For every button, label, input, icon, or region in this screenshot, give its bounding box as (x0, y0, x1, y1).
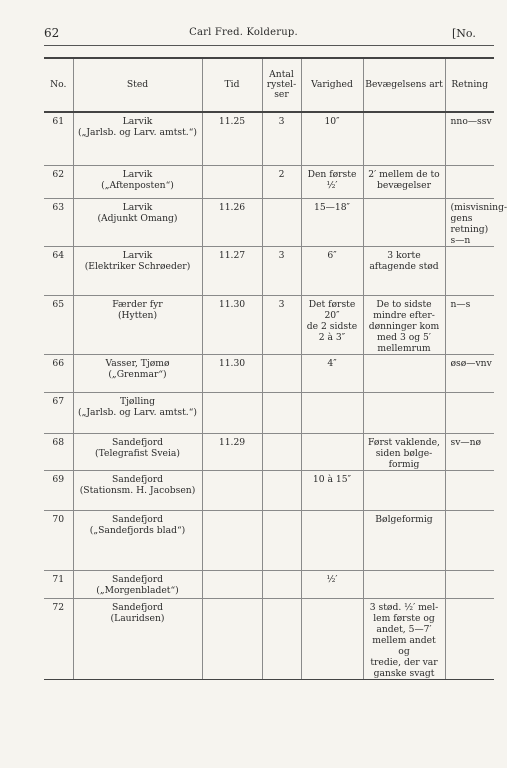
cell-line: 4″ (327, 357, 337, 369)
cell-sted (73, 246, 202, 295)
cell-line: Den første ½′ (307, 168, 357, 191)
cell-bevaegelse (363, 295, 445, 354)
cell-line: Først vaklende, (368, 436, 440, 448)
table-row (44, 392, 494, 433)
column-header-tid: Tid (202, 58, 262, 112)
cell-line: Larvik (122, 168, 153, 180)
cell-line: (Lauridsen) (110, 612, 165, 624)
cell-line: 10 à 15″ (312, 473, 352, 485)
cell-no: 71 (44, 570, 73, 598)
table-row (44, 246, 494, 295)
column-header-no: No. (44, 58, 73, 112)
cell-sted (73, 354, 202, 392)
table-row (44, 198, 494, 246)
cell-retning (445, 392, 494, 433)
cell-line: 2′ mellem de to (368, 168, 440, 180)
cell-tid: 11.25 (202, 112, 262, 165)
column-header-bevaegelse: Bevægelsens art (363, 58, 445, 112)
cell-sted (73, 165, 202, 198)
cell-no: 63 (44, 198, 73, 246)
cell-antal (262, 433, 301, 470)
cell-line: (Elektriker Schrøeder) (84, 260, 191, 272)
cell-retning (445, 198, 507, 246)
cell-varighed (301, 198, 363, 246)
cell-retning (445, 433, 494, 470)
cell-retning (445, 165, 494, 198)
cell-line: Sandefjord (111, 473, 164, 485)
cell-varighed (301, 295, 363, 354)
cell-tid (202, 165, 262, 198)
table-row (44, 433, 494, 470)
cell-no: 64 (44, 246, 73, 295)
cell-no: 67 (44, 392, 73, 433)
cell-line: formig (388, 458, 420, 470)
cell-antal (262, 470, 301, 510)
cell-retning (445, 510, 494, 570)
cell-antal (262, 598, 301, 679)
table-header-row (44, 58, 494, 112)
cell-no: 62 (44, 165, 73, 198)
cell-varighed (301, 598, 363, 679)
cell-line: („Grenmar“) (108, 368, 167, 380)
cell-line: („Aftenposten“) (101, 179, 174, 191)
cell-line: Sandefjord (111, 573, 164, 585)
cell-retning (445, 295, 494, 354)
cell-bevaegelse (363, 510, 445, 570)
earthquake-observations-table (44, 57, 507, 680)
cell-varighed (301, 246, 363, 295)
cell-line: aftagende stød (369, 260, 439, 272)
cell-line: mellemrum (377, 342, 431, 354)
cell-line: 6″ (327, 249, 337, 261)
cell-line: siden bølge- (375, 447, 433, 459)
cell-no: 70 (44, 510, 73, 570)
cell-no: 66 (44, 354, 73, 392)
cell-line: Bølgeformig (375, 513, 433, 525)
cell-varighed (301, 470, 363, 510)
cell-sted (73, 198, 202, 246)
cell-line: Larvik (122, 201, 153, 213)
cell-line: („Morgenbladet“) (96, 584, 179, 596)
cell-no: 61 (44, 112, 73, 165)
cell-line: n—s (450, 298, 471, 310)
cell-tid (202, 570, 262, 598)
cell-line: Larvik (122, 249, 153, 261)
cell-varighed (301, 354, 363, 392)
cell-tid: 11.30 (202, 354, 262, 392)
cell-sted (73, 570, 202, 598)
cell-antal (262, 354, 301, 392)
cell-antal: 3 (262, 112, 301, 165)
cell-line: (Adjunkt Omang) (97, 212, 178, 224)
table-body (44, 112, 507, 679)
cell-tid (202, 598, 262, 679)
cell-line: retning) (450, 223, 489, 235)
cell-tid (202, 510, 262, 570)
cell-sted (73, 112, 202, 165)
cell-line: 3 korte (387, 249, 421, 261)
cell-tid: 11.30 (202, 295, 262, 354)
cell-line: dønninger kom (368, 320, 440, 332)
cell-antal (262, 570, 301, 598)
cell-varighed (301, 392, 363, 433)
cell-line: 15—18″ (313, 201, 350, 213)
column-header-varighed: Varighed (301, 58, 363, 112)
header-rule (44, 45, 494, 46)
cell-sted (73, 598, 202, 679)
cell-no: 68 (44, 433, 73, 470)
cell-line: Sandefjord (111, 601, 164, 613)
cell-sted (73, 433, 202, 470)
page-header (0, 0, 487, 50)
cell-line: s—n (450, 234, 471, 246)
table-row (44, 165, 494, 198)
cell-tid (202, 392, 262, 433)
cell-retning (445, 470, 494, 510)
cell-varighed (301, 510, 363, 570)
cell-line: Det første 20″ (308, 298, 356, 321)
cell-line: („Jarlsb. og Larv. amtst.“) (77, 406, 197, 418)
cell-line: (Stationsm. H. Jacobsen) (79, 484, 196, 496)
cell-antal (262, 198, 301, 246)
cell-line: Larvik (122, 116, 153, 127)
cell-line: Sandefjord (111, 513, 164, 525)
cell-line: lem første og (373, 612, 435, 624)
running-title: Carl Fred. Kolderup. (189, 27, 298, 38)
cell-bevaegelse (363, 433, 445, 470)
cell-antal: 3 (262, 246, 301, 295)
cell-varighed (301, 570, 363, 598)
cell-tid: 11.26 (202, 198, 262, 246)
cell-line: („Jarlsb. og Larv. amtst.“) (77, 127, 197, 138)
cell-sted (73, 470, 202, 510)
cell-line: Vasser, Tjømø (105, 357, 170, 369)
table-row (44, 295, 494, 354)
cell-retning (445, 354, 494, 392)
table-row (44, 570, 494, 598)
cell-no: 69 (44, 470, 73, 510)
cell-line: mindre efter- (373, 309, 435, 321)
cell-bevaegelse (363, 165, 445, 198)
cell-varighed (301, 165, 363, 198)
table-row (44, 510, 494, 570)
cell-bevaegelse (363, 598, 445, 679)
cell-antal: 3 (262, 295, 301, 354)
cell-line: 2 à 3″ (318, 331, 346, 343)
cell-bevaegelse (363, 246, 445, 295)
cell-antal (262, 510, 301, 570)
cell-line: (Telegrafist Sveia) (95, 447, 180, 459)
column-header-antal: Antal rystel-ser (262, 58, 301, 112)
table-row (44, 354, 494, 392)
cell-line: (misvisning- (450, 201, 507, 213)
table-row (44, 112, 494, 165)
cell-bevaegelse (363, 470, 445, 510)
cell-sted (73, 295, 202, 354)
cell-retning (445, 112, 494, 165)
cell-bevaegelse (363, 198, 445, 246)
cell-line: Tjølling (119, 395, 156, 407)
cell-varighed (301, 112, 363, 165)
cell-sted (73, 392, 202, 433)
cell-line: 10″ (324, 116, 340, 127)
cell-antal: 2 (262, 165, 301, 198)
cell-sted (73, 510, 202, 570)
cell-no: 72 (44, 598, 73, 679)
cell-tid: 11.29 (202, 433, 262, 470)
cell-line: mellem andet og (372, 634, 436, 657)
cell-line: øsø—vnv (450, 357, 492, 369)
cell-varighed (301, 433, 363, 470)
cell-retning (445, 246, 494, 295)
cell-retning (445, 598, 494, 679)
column-header-retning: Retning (445, 58, 494, 112)
page-number: 62 (44, 26, 60, 40)
cell-line: ganske svagt (373, 667, 435, 679)
cell-bevaegelse (363, 354, 445, 392)
cell-line: De to sidste (376, 298, 432, 310)
cell-tid: 11.27 (202, 246, 262, 295)
table-row (44, 470, 494, 510)
cell-line: nno—ssv (450, 116, 492, 127)
cell-line: („Sandefjords blad“) (89, 524, 186, 536)
cell-line: gens (450, 212, 473, 224)
cell-tid (202, 470, 262, 510)
cell-no: 65 (44, 295, 73, 354)
cell-antal (262, 392, 301, 433)
cell-line: andet, 5—7′ (376, 623, 432, 635)
column-header-sted: Sted (73, 58, 202, 112)
cell-line: tredie, der var (370, 656, 438, 668)
cell-line: 3 stød. ½′ mel- (369, 601, 439, 613)
cell-line: de 2 sidste (306, 320, 358, 332)
cell-bevaegelse (363, 392, 445, 433)
cell-bevaegelse (363, 112, 445, 165)
section-mark: [No. (452, 27, 476, 40)
cell-line: Færder fyr (112, 298, 163, 310)
cell-line: med 3 og 5′ (377, 331, 431, 343)
cell-line: ½′ (326, 573, 338, 585)
cell-retning (445, 570, 494, 598)
cell-line: Sandefjord (111, 436, 164, 448)
cell-line: bevægelser (377, 179, 431, 191)
table-row (44, 598, 494, 679)
cell-line: sv—nø (450, 436, 482, 448)
cell-bevaegelse (363, 570, 445, 598)
cell-line: (Hytten) (117, 309, 158, 321)
